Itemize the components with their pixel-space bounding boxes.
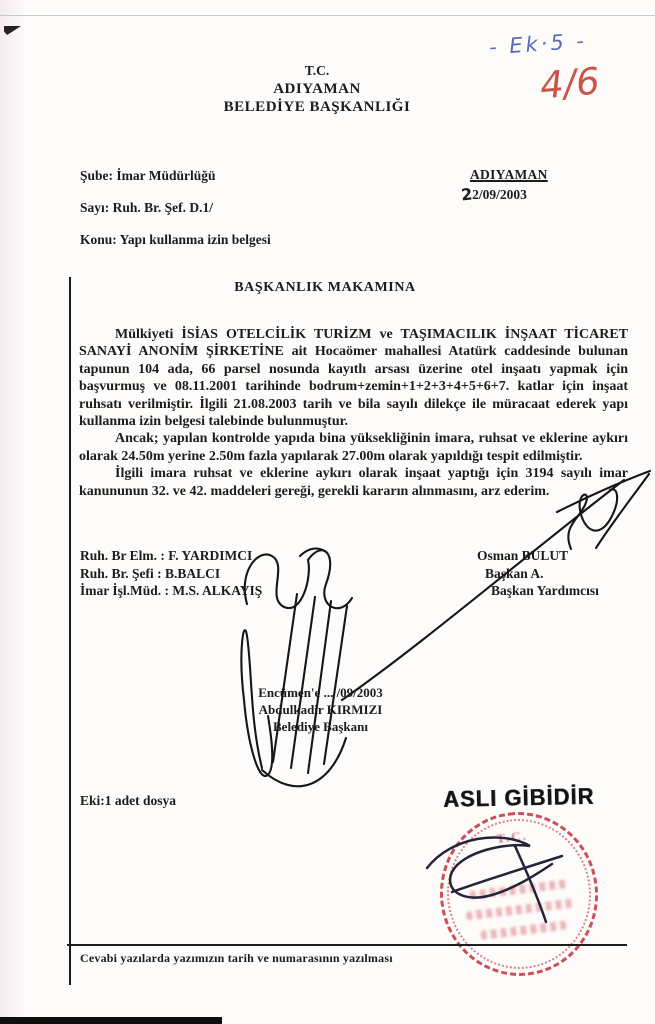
salutation: BAŞKANLIK MAKAMINA	[234, 280, 416, 295]
meta-place: ADIYAMAN	[470, 167, 548, 182]
meta-department: Şube: İmar Müdürlüğü	[80, 168, 216, 183]
stamp-tc-text: T.C.	[495, 827, 529, 847]
stamp-illegible-text	[466, 898, 576, 920]
mayor-name: Abdulkadir KIRMIZI	[258, 702, 383, 717]
signature-block-deputy-mayor	[477, 547, 599, 600]
stamp-illegible-text	[481, 920, 567, 939]
date-typed: 2/09/2003	[472, 187, 527, 202]
official-line: Ruh. Br Elm. : F. YARDIMCI	[80, 548, 253, 563]
letterhead-tc: T.C.	[304, 63, 330, 78]
footer-note: Cevabi yazılarda yazımızın tarih ve numarasının yazılması	[80, 951, 393, 965]
handwritten-date-digit: 2	[460, 184, 474, 205]
scan-edge-band	[0, 0, 26, 1024]
meta-date	[461, 184, 527, 203]
attachment-note: Eki:1 adet dosya	[80, 793, 177, 808]
certified-copy-stamp: ASLI GİBİDİR	[442, 782, 595, 813]
official-line: İmar İşl.Müd. : M.S. ALKAYIŞ	[80, 583, 263, 599]
mayor-title: Belediye Başkanı	[273, 719, 368, 734]
letterhead-city: ADIYAMAN	[273, 81, 361, 97]
official-line: Ruh. Br. Şefi : B.BALCI	[80, 565, 221, 581]
footer-divider	[67, 944, 627, 946]
body-paragraph: İlgili imara ruhsat ve eklerine aykırı olarak inşaat yaptığı için 3194 sayılı imar kanununun 32. ve 42. maddeleri gereği, gerekli kararın alınmasını, arz ederim.	[79, 466, 628, 499]
official-round-stamp	[431, 803, 608, 985]
signature-mayor-scrawl	[241, 480, 624, 786]
letterhead-office: BELEDİYE BAŞKANLIĞI	[223, 99, 411, 115]
signatory-name: Osman BULUT	[477, 548, 569, 563]
handwritten-ek-note: - Ek·5 -	[488, 28, 588, 60]
mayor-date-line: Encümen'e ... /09/2003	[258, 685, 383, 700]
left-fold-line	[69, 277, 71, 985]
body-paragraph: Mülkiyeti İSİAS OTELCİLİK TURİZM ve TAŞIMACILIK İNŞAAT TİCARET SANAYİ ANONİM ŞİRKETİNE ait Hocaömer mahallesi Atatürk caddesinde bulunan tapunun 104 ada, 66 parsel nosunda kayıtlı arsası üzerine otel inşaatı yapmak için başvurmuş ve 08.11.2001 tarihinde bodrum+zemin+1+2+3+4+5+6+7. katlar için inşaat ruhsatı verilmiştir. İlgili 21.08.2003 tarih ve bila sayılı dilekçe ile müracaat ederek yapı kullanma izin belgesi talebinde bulunmuştur.	[79, 327, 628, 430]
body-paragraph: Ancak; yapılan kontrolde yapıda bina yüksekliğinin imara, ruhsat ve eklerine aykırı olarak 24.50m yerine 2.50m fazla yapılarak 27.00m olarak yapıldığı tespit edilmiştir.	[79, 431, 628, 464]
signatory-title: Başkan A.	[485, 565, 544, 581]
meta-number: Sayı: Ruh. Br. Şef. D.1/	[80, 200, 214, 215]
letterhead	[0, 62, 634, 117]
handwritten-page-number: 4/6	[538, 59, 602, 108]
scan-edge-line	[0, 15, 655, 16]
letter-body	[79, 326, 628, 500]
stamp-illegible-text	[470, 879, 568, 900]
signature-block-officials	[80, 547, 262, 600]
signatory-title: Başkan Yardımcısı	[491, 583, 599, 599]
scan-bottom-bar	[0, 1017, 222, 1024]
meta-subject: Konu: Yapı kullanma izin belgesi	[80, 232, 271, 247]
mayor-block	[228, 684, 413, 735]
